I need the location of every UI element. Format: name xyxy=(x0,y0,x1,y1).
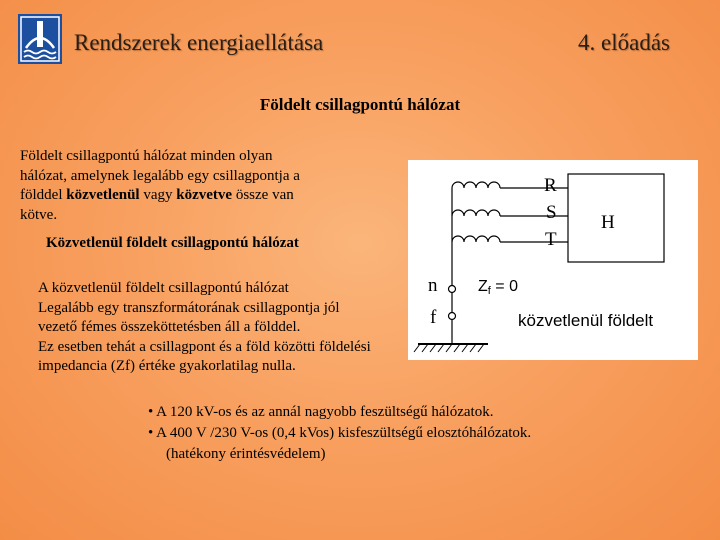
impedance-subscript: f xyxy=(487,285,491,297)
neutral-label: n xyxy=(428,275,438,296)
intro-line: kötve. xyxy=(20,206,58,223)
intro-text: vagy xyxy=(139,187,177,203)
intro-line: Földelt csillagpontú hálózat minden olyan xyxy=(20,148,273,164)
university-logo xyxy=(18,14,62,64)
intro-text: földdel xyxy=(20,187,67,203)
description-line: vezető fémes összeköttetésben áll a földdel. xyxy=(38,319,301,335)
load-label: H xyxy=(601,212,615,233)
description-line: Legalább egy transzformátorának csillagpontja jól xyxy=(38,299,340,316)
bullet-item: • A 120 kV-os és az annál nagyobb feszültségű hálózatok. xyxy=(148,404,494,420)
lecture-number: 4. előadás xyxy=(578,30,670,55)
phase-label-t: T xyxy=(545,229,557,250)
intro-line: hálózat, amelynek legalább egy csillagpontja a xyxy=(20,167,300,184)
bullet-note: (hatékony érintésvédelem) xyxy=(166,446,326,462)
intro-emphasis: közvetlenül xyxy=(66,187,140,203)
intro-line xyxy=(20,186,400,206)
impedance-label xyxy=(478,278,518,297)
phase-label-s: S xyxy=(546,202,557,223)
description-line: Ez esetben tehát a csillagpont és a föld közötti földelési xyxy=(38,338,371,355)
earth-label: f xyxy=(430,307,437,328)
description-line: impedancia (Zf) értéke gyakorlatilag nulla. xyxy=(38,358,296,374)
intro-emphasis: közvetve xyxy=(176,187,233,203)
description-line: A közvetlenül földelt csillagpontú hálózat xyxy=(38,280,289,296)
intro-paragraph xyxy=(20,147,400,225)
impedance-symbol: Z xyxy=(478,278,488,295)
header-title: Rendszerek energiaellátása xyxy=(74,30,324,55)
bullet-item: • A 400 V /230 V-os (0,4 kVos) kisfeszültségű elosztóhálózatok. xyxy=(148,425,532,441)
phase-label-r: R xyxy=(544,175,557,196)
bullet-list xyxy=(148,402,708,465)
slide-subtitle: Földelt csillagpontú hálózat xyxy=(259,95,461,114)
intro-text: össze van xyxy=(232,187,294,203)
description-paragraph xyxy=(38,279,468,377)
section-heading: Közvetlenül földelt csillagpontú hálózat xyxy=(46,235,299,251)
diagram-caption: közvetlenül földelt xyxy=(518,311,654,330)
impedance-value: = 0 xyxy=(490,278,518,295)
